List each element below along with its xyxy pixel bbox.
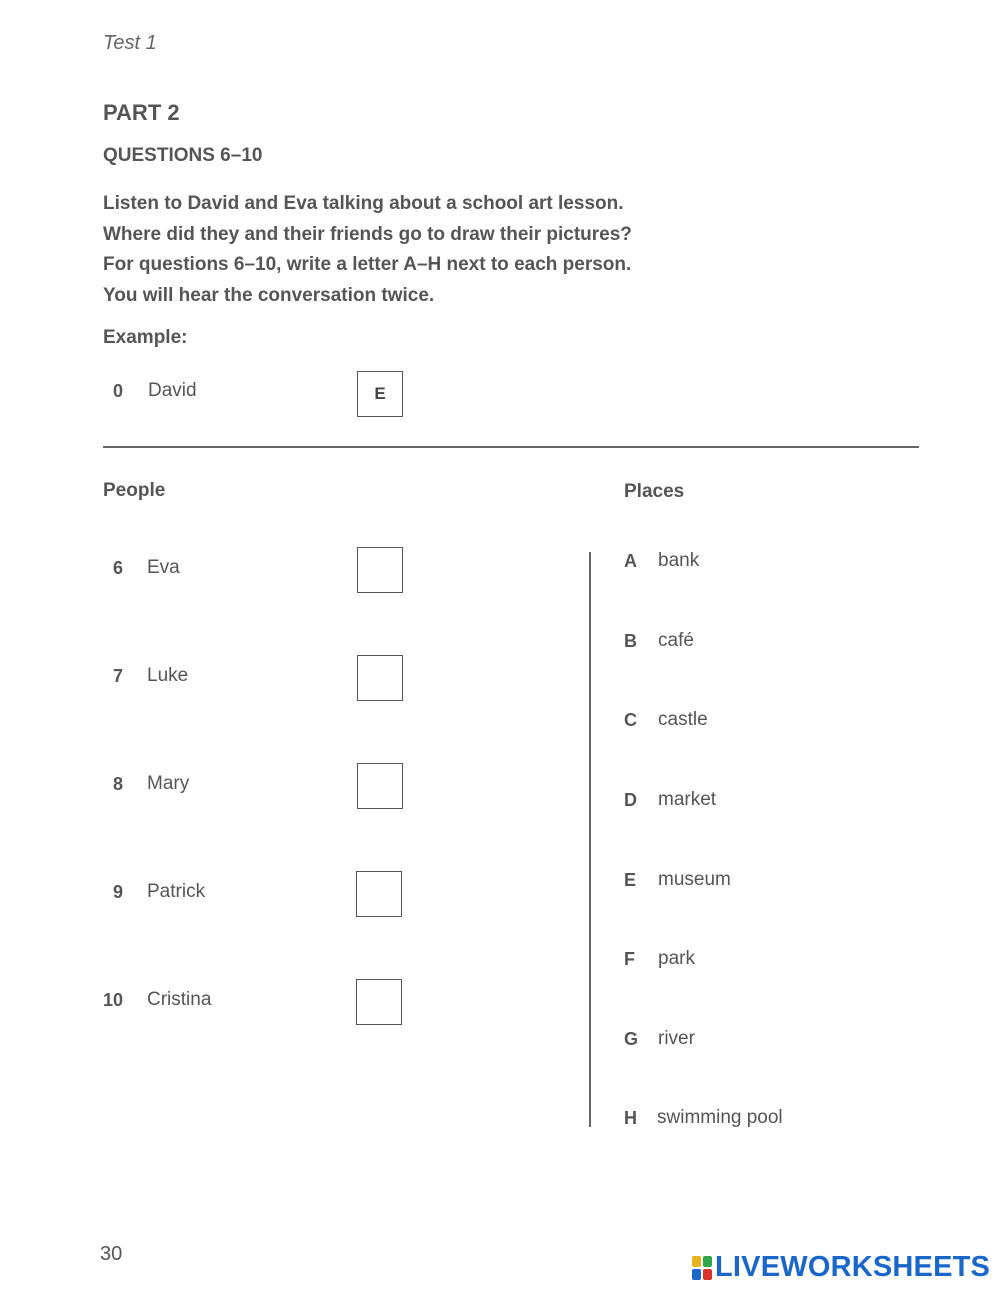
instruction-line: For questions 6–10, write a letter A–H next to each person. <box>103 254 632 275</box>
part-title: PART 2 <box>103 100 180 125</box>
place-name: river <box>658 1028 695 1049</box>
test-label: Test 1 <box>103 32 157 54</box>
example-name: David <box>148 380 197 401</box>
instruction-line: Where did they and their friends go to draw their pictures? <box>103 223 632 245</box>
liveworksheets-icon <box>692 1256 712 1280</box>
person-name: Mary <box>147 773 190 794</box>
place-letter: A <box>624 551 637 571</box>
person-name: Patrick <box>147 881 206 902</box>
place-name: museum <box>658 869 731 890</box>
place-name: swimming pool <box>657 1107 783 1128</box>
answer-box-7[interactable] <box>357 655 403 701</box>
person-number: 7 <box>112 666 123 686</box>
person-name: Luke <box>147 665 189 686</box>
instructions <box>103 189 632 311</box>
person-number: 6 <box>112 558 123 578</box>
answer-box-8[interactable] <box>357 763 403 809</box>
place-name: bank <box>658 550 700 571</box>
liveworksheets-logo[interactable] <box>692 1251 990 1284</box>
place-letter: G <box>624 1029 639 1049</box>
place-letter: B <box>624 631 637 651</box>
answer-box-9[interactable] <box>356 871 402 917</box>
section-divider <box>103 446 919 448</box>
page-number: 30 <box>100 1243 123 1265</box>
place-name: park <box>658 948 695 969</box>
place-letter: D <box>624 790 637 810</box>
brand-name: LIVEWORKSHEETS <box>715 1251 991 1283</box>
place-letter: E <box>624 870 637 890</box>
example-answer-box: E <box>357 371 403 417</box>
person-number: 8 <box>112 774 123 794</box>
answer-box-6[interactable] <box>357 547 403 593</box>
place-name: café <box>658 630 694 651</box>
person-number: 9 <box>112 882 123 902</box>
place-name: castle <box>658 709 708 730</box>
places-heading: Places <box>624 481 685 502</box>
person-number: 10 <box>102 990 123 1010</box>
place-letter: C <box>624 710 637 730</box>
instruction-line: Listen to David and Eva talking about a school art lesson. <box>103 193 624 214</box>
column-separator <box>589 552 591 1127</box>
questions-title: QUESTIONS 6–10 <box>103 145 263 166</box>
answer-box-10[interactable] <box>356 979 402 1025</box>
example-label: Example: <box>103 327 188 348</box>
people-heading: People <box>103 480 166 501</box>
example-number: 0 <box>112 381 123 401</box>
person-name: Cristina <box>147 989 212 1010</box>
place-letter: F <box>624 949 635 969</box>
place-letter: H <box>624 1108 637 1128</box>
instruction-line: You will hear the conversation twice. <box>103 284 435 306</box>
person-name: Eva <box>147 557 180 578</box>
place-name: market <box>658 789 717 810</box>
